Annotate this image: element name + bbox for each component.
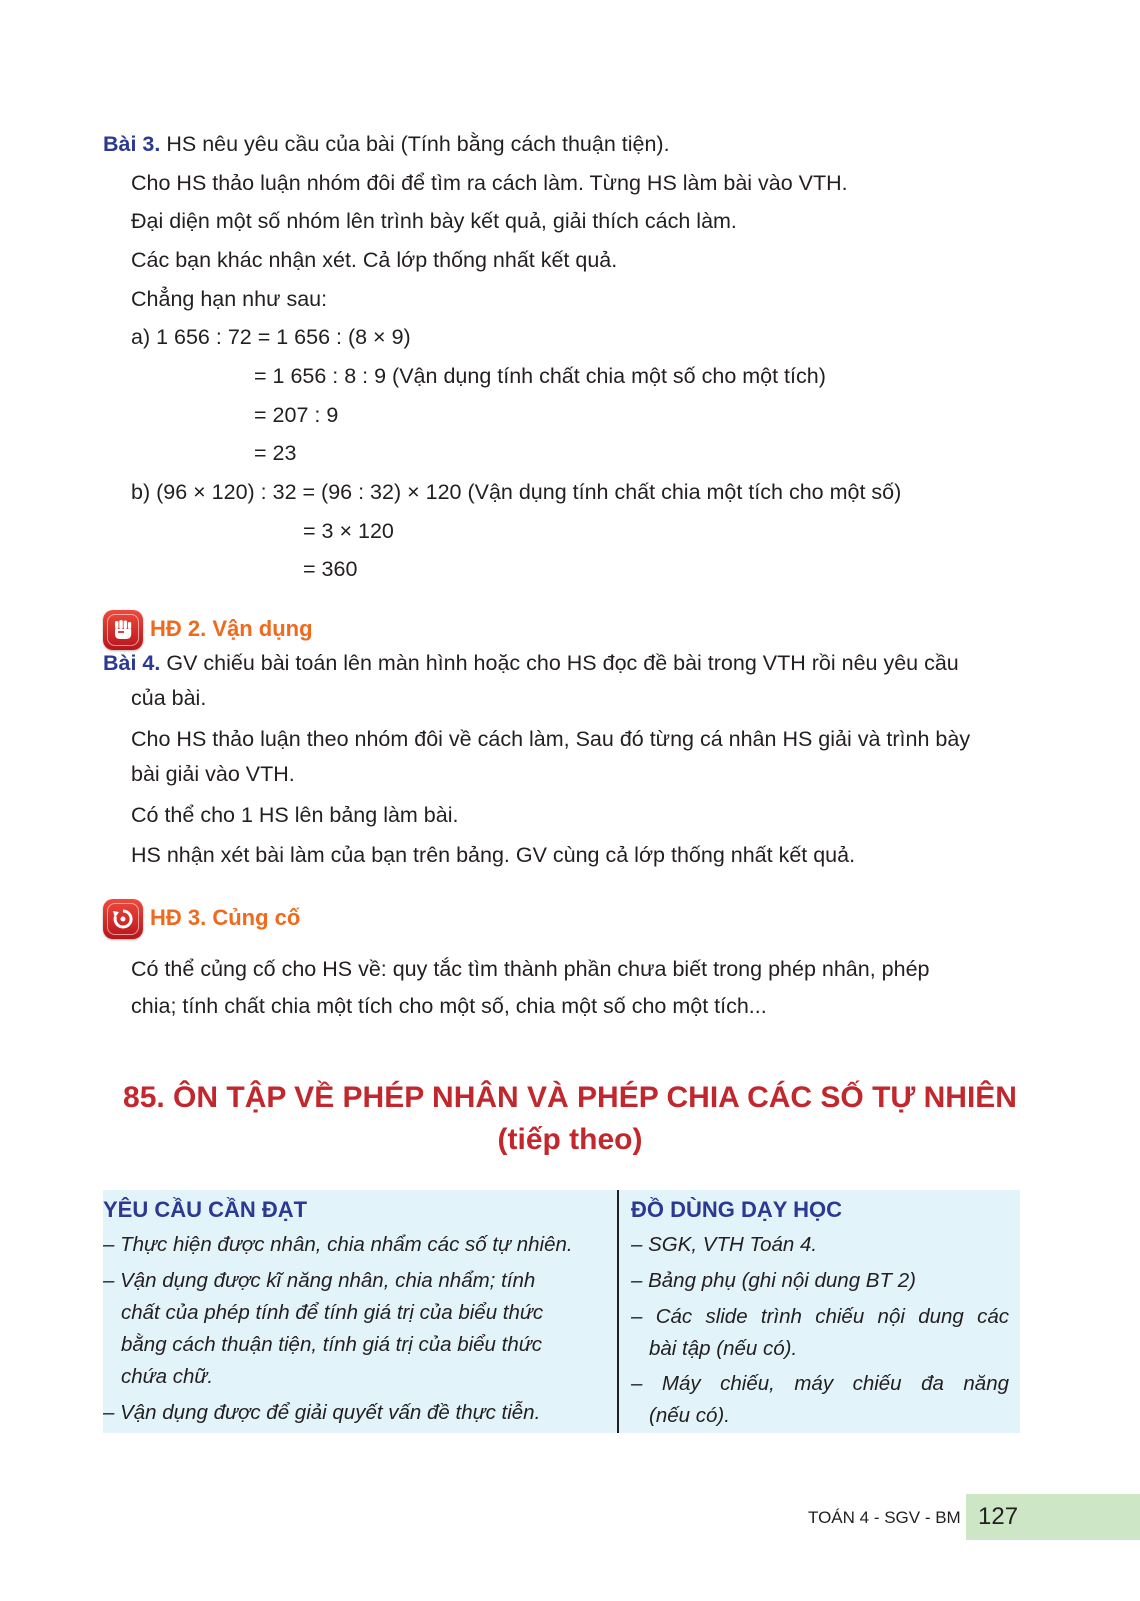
bai4-line: bài giải vào VTH.	[131, 762, 295, 786]
bai3-a-step: = 23	[254, 441, 297, 465]
material-item: – SGK, VTH Toán 4.	[631, 1233, 818, 1256]
bai3-a-step: = 1 656 : 8 : 9 (Vận dụng tính chất chia một số cho một tích)	[254, 364, 826, 388]
material-item: – Bảng phụ (ghi nội dung BT 2)	[631, 1269, 916, 1292]
column-divider	[617, 1190, 619, 1433]
hd2-heading	[103, 610, 403, 650]
bai3-label: Bài 3.	[103, 132, 161, 156]
requirement-item: – Vận dụng được để giải quyết vấn đề thực tiễn.	[103, 1401, 541, 1424]
section-subtitle: (tiếp theo)	[497, 1123, 643, 1156]
bai4-line: Cho HS thảo luận theo nhóm đôi về cách làm, Sau đó từng cá nhân HS giải và trình bày	[131, 727, 971, 751]
bai3-intro-line	[103, 129, 670, 159]
bai3-intro: HS nêu yêu cầu của bài (Tính bằng cách thuận tiện).	[166, 132, 670, 156]
hd3-line: chia; tính chất chia một tích cho một số, chia một số cho một tích...	[131, 994, 767, 1018]
requirement-item: – Thực hiện được nhân, chia nhẩm các số tự nhiên.	[103, 1233, 573, 1256]
hd3-title: HĐ 3. Củng cố	[150, 905, 301, 930]
page-number: 127	[978, 1503, 1019, 1530]
bai4-label: Bài 4.	[103, 651, 161, 675]
requirements-heading: YÊU CẦU CẦN ĐẠT	[103, 1197, 308, 1222]
section-title: 85. ÔN TẬP VỀ PHÉP NHÂN VÀ PHÉP CHIA CÁC SỐ TỰ NHIÊN	[123, 1081, 1017, 1114]
bai4-line: Có thể cho 1 HS lên bảng làm bài.	[131, 803, 459, 827]
bai4-line	[103, 648, 959, 678]
material-item-cont: bài tập (nếu có).	[649, 1337, 798, 1360]
bai4-text: GV chiếu bài toán lên màn hình hoặc cho HS đọc đề bài trong VTH rồi nêu yêu cầu	[166, 651, 959, 675]
bai3-line: Chẳng hạn như sau:	[131, 287, 328, 311]
footer-book-title: TOÁN 4 - SGV - BM	[808, 1508, 961, 1527]
requirement-item-cont: chất của phép tính để tính giá trị của biểu thức	[121, 1301, 544, 1324]
requirement-item-cont: chứa chữ.	[121, 1365, 214, 1388]
hd3-heading	[103, 899, 403, 939]
bai3-b-step: = 360	[303, 557, 358, 581]
requirement-item-cont: bằng cách thuận tiện, tính giá trị của biểu thức	[121, 1333, 542, 1356]
bai3-a-step: a) 1 656 : 72 = 1 656 : (8 × 9)	[131, 325, 411, 349]
material-item: – Máy chiếu, máy chiếu đa năng	[631, 1372, 1009, 1395]
bai3-b-step: b) (96 × 120) : 32 = (96 : 32) × 120 (Vận dụng tính chất chia một tích cho một số)	[131, 480, 902, 504]
fist-icon	[103, 610, 143, 650]
material-item: – Các slide trình chiếu nội dung các	[631, 1305, 1009, 1328]
material-item-cont: (nếu có).	[649, 1404, 730, 1427]
bai3-line: Cho HS thảo luận nhóm đôi để tìm ra cách làm. Từng HS làm bài vào VTH.	[131, 171, 848, 195]
bai4-line: HS nhận xét bài làm của bạn trên bảng. GV cùng cả lớp thống nhất kết quả.	[131, 843, 856, 867]
materials-heading: ĐỒ DÙNG DẠY HỌC	[631, 1197, 843, 1222]
hd2-title: HĐ 2. Vận dụng	[150, 616, 313, 641]
hd3-line: Có thể củng cố cho HS về: quy tắc tìm thành phần chưa biết trong phép nhân, phép	[131, 957, 930, 981]
bai3-line: Các bạn khác nhận xét. Cả lớp thống nhất kết quả.	[131, 248, 618, 272]
refresh-icon	[103, 899, 143, 939]
bai3-a-step: = 207 : 9	[254, 403, 339, 427]
requirement-item: – Vận dụng được kĩ năng nhân, chia nhẩm; tính	[103, 1269, 536, 1292]
bai4-line: của bài.	[131, 686, 207, 710]
bai3-b-step: = 3 × 120	[303, 519, 394, 543]
bai3-line: Đại diện một số nhóm lên trình bày kết quả, giải thích cách làm.	[131, 209, 737, 233]
